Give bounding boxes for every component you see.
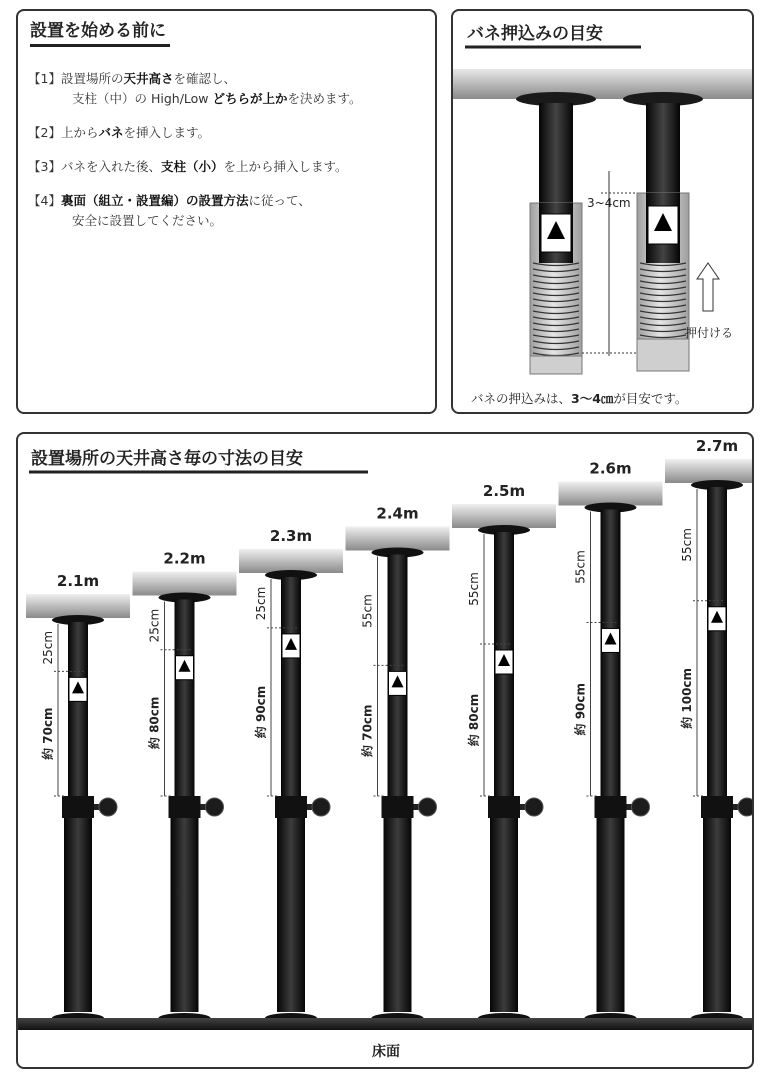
ceiling-block bbox=[26, 594, 130, 618]
sleeve-bottom-left bbox=[530, 356, 582, 374]
gap-label: 3~4cm bbox=[587, 196, 631, 210]
ceiling-height-label: 2.2m bbox=[163, 549, 206, 568]
setup-steps-panel bbox=[16, 9, 437, 414]
step-number: 【2】 bbox=[28, 125, 61, 140]
lower-pole bbox=[171, 796, 199, 1012]
collar bbox=[169, 796, 201, 818]
upper-length-label: 25cm bbox=[147, 608, 162, 643]
step-text: を挿入します。 bbox=[123, 125, 210, 140]
knob-icon bbox=[419, 798, 437, 816]
step-text: に従って、 bbox=[248, 193, 311, 208]
step-text: を上から挿入します。 bbox=[223, 159, 348, 174]
ceiling-block bbox=[665, 459, 754, 483]
push-label: 押付ける bbox=[685, 326, 734, 340]
upper-length-label: 55cm bbox=[360, 594, 375, 628]
sleeve-bottom-right bbox=[637, 339, 689, 371]
poles-group bbox=[26, 437, 754, 1023]
lower-length-label: 約 90cm bbox=[573, 682, 588, 736]
step-text: 支柱（小） bbox=[160, 159, 224, 174]
collar bbox=[62, 796, 94, 818]
upper-length-label: 55cm bbox=[467, 572, 481, 606]
knob-icon bbox=[206, 798, 224, 816]
upper-pole bbox=[601, 510, 621, 811]
knob-icon bbox=[312, 798, 330, 816]
push-arrow-icon bbox=[697, 263, 719, 311]
ceiling-block bbox=[559, 482, 663, 506]
lower-length-label: 約 90cm bbox=[254, 685, 268, 739]
step-number: 【3】 bbox=[28, 159, 61, 174]
step-text: 設置場所の bbox=[60, 71, 124, 86]
upper-pole bbox=[281, 577, 301, 810]
lower-length-label: 約 70cm bbox=[41, 707, 55, 760]
lower-length-label: 約 100cm bbox=[680, 667, 694, 729]
step-text: バネ bbox=[98, 125, 124, 140]
upper-length-label: 55cm bbox=[680, 528, 694, 562]
ceiling-height-label: 2.3m bbox=[269, 527, 313, 545]
step-text: を決めます。 bbox=[287, 91, 362, 106]
collar bbox=[595, 796, 627, 818]
lower-pole bbox=[597, 796, 625, 1012]
lower-length-label: 約 80cm bbox=[467, 693, 481, 747]
floor bbox=[18, 1018, 754, 1030]
knob-icon bbox=[99, 798, 117, 816]
lower-pole bbox=[703, 796, 731, 1012]
step-text: を確認し、 bbox=[173, 71, 236, 86]
ceiling-block bbox=[133, 572, 237, 596]
step-text: 天井高さ bbox=[123, 71, 174, 86]
lower-length-label: 約 70cm bbox=[360, 704, 375, 757]
step-text: バネを入れた後、 bbox=[60, 159, 161, 174]
knob-icon bbox=[738, 798, 754, 816]
step-2 bbox=[28, 123, 433, 143]
ceiling-height-diagram bbox=[18, 434, 754, 1069]
ceiling-height-label: 2.4m bbox=[376, 504, 419, 523]
floor-label: 床面 bbox=[372, 1044, 400, 1060]
lower-length-label: 約 80cm bbox=[147, 696, 162, 750]
ceiling-block bbox=[346, 527, 450, 551]
spring-title: バネ押込みの目安 bbox=[467, 24, 603, 44]
steps-list bbox=[28, 69, 433, 245]
lower-pole bbox=[277, 796, 305, 1012]
ceiling-height-label: 2.7m bbox=[695, 437, 739, 455]
step-text: 支柱（中）の High/Low bbox=[72, 91, 213, 106]
step-text: 安全に設置してください。 bbox=[72, 213, 223, 228]
upper-length-label: 25cm bbox=[254, 586, 268, 621]
spring-ceiling bbox=[453, 69, 754, 99]
ceiling-block bbox=[239, 549, 343, 573]
upper-length-label: 55cm bbox=[573, 550, 588, 584]
step-1 bbox=[28, 69, 433, 109]
step-text: 裏面（組立・設置編）の設置方法 bbox=[60, 193, 249, 208]
upper-length-label: 25cm bbox=[41, 630, 55, 665]
lower-pole bbox=[490, 796, 518, 1012]
knob-icon bbox=[632, 798, 650, 816]
upper-pole bbox=[707, 487, 727, 810]
collar bbox=[275, 796, 307, 818]
step-text: どちらが上か bbox=[212, 91, 288, 106]
step-text: 上から bbox=[60, 125, 99, 140]
collar bbox=[488, 796, 520, 818]
upper-pole bbox=[175, 600, 195, 811]
spring-caption: バネの押込みは、3～4㎝が目安です。 bbox=[471, 391, 688, 406]
collar bbox=[701, 796, 733, 818]
lower-pole bbox=[384, 796, 412, 1012]
upper-pole bbox=[68, 622, 88, 810]
spring-diagram bbox=[453, 11, 754, 414]
ceiling-height-panel bbox=[16, 432, 754, 1069]
lower-pole bbox=[64, 796, 92, 1012]
ceiling-height-label: 2.1m bbox=[56, 572, 100, 590]
ceiling-height-label: 2.6m bbox=[589, 459, 632, 478]
knob-icon bbox=[525, 798, 543, 816]
heights-title: 設置場所の天井高さ毎の寸法の目安 bbox=[31, 449, 303, 469]
step-number: 【1】 bbox=[28, 71, 61, 86]
steps-title: 設置を始める前に bbox=[30, 20, 170, 47]
ceiling-block bbox=[452, 504, 556, 528]
spring-guide-panel bbox=[451, 9, 754, 414]
collar bbox=[382, 796, 414, 818]
step-number: 【4】 bbox=[28, 193, 61, 208]
step-3 bbox=[28, 157, 433, 177]
step-4 bbox=[28, 191, 433, 231]
ceiling-height-label: 2.5m bbox=[482, 482, 526, 500]
